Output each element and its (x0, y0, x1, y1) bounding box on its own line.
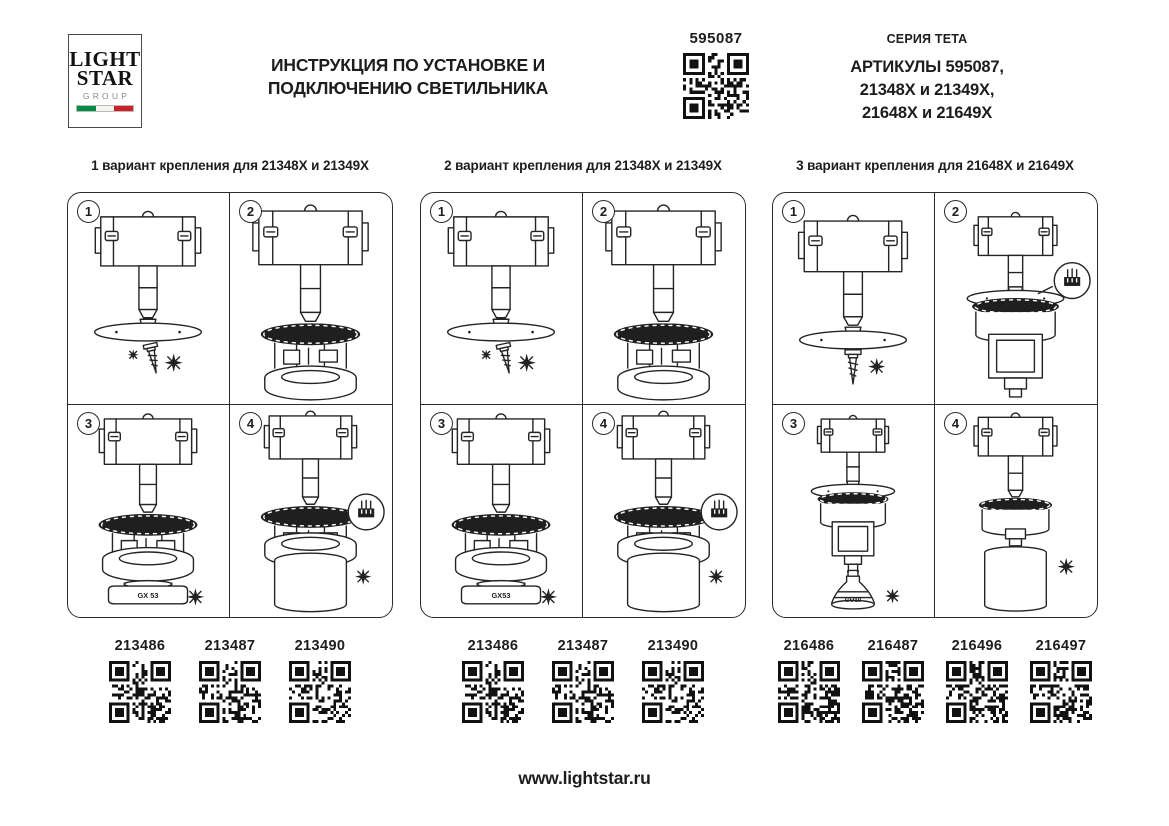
diagram-insert-gu10-lamp (773, 405, 934, 617)
articles-line1: АРТИКУЛЫ 595087, (850, 58, 1004, 76)
diagram-insert-gx53-lamp (421, 405, 582, 617)
product-item (289, 638, 351, 723)
flag-green (77, 106, 96, 111)
diagram-attach-ring (230, 193, 392, 404)
section-heading: 1 вариант крепления для 21348X и 21349X (91, 158, 369, 173)
product-code: 213487 (557, 638, 609, 654)
product-item (642, 638, 704, 723)
step-number: 2 (944, 200, 967, 223)
italian-flag-icon (76, 105, 134, 112)
product-item (552, 638, 614, 723)
diagram-mount-plate-screws (68, 193, 229, 404)
product-code: 213490 (647, 638, 699, 654)
product-item (109, 638, 171, 723)
step-cell (230, 193, 392, 405)
lamp-type-label: GX 53 (137, 590, 159, 600)
product-qr-code (109, 661, 171, 723)
product-qr-code (552, 661, 614, 723)
mount-variant-3-section (772, 158, 1098, 723)
installation-steps-panel (420, 192, 746, 618)
diagram-attach-ring (583, 193, 745, 404)
product-item (946, 638, 1008, 723)
step-cell (421, 193, 583, 405)
step-cell (583, 405, 745, 617)
mount-variant-1-section (67, 158, 393, 723)
product-code: 213490 (294, 638, 346, 654)
lamp-type-label: GX53 (491, 590, 511, 600)
articles-line3: 21648X и 21649X (861, 104, 993, 123)
step-cell (583, 193, 745, 405)
step-number: 2 (239, 200, 262, 223)
step-number: 1 (782, 200, 805, 223)
step-number: 4 (592, 412, 615, 435)
step-number: 3 (430, 412, 453, 435)
step-number: 3 (782, 412, 805, 435)
step-cell (935, 405, 1097, 617)
diagram-mount-plate-screws (421, 193, 582, 404)
logo-word-light: LIGHT (69, 46, 141, 71)
product-list (420, 638, 746, 723)
step-cell (230, 405, 392, 617)
step-cell (68, 405, 230, 617)
product-qr-code (289, 661, 351, 723)
step-number: 2 (592, 200, 615, 223)
product-item (778, 638, 840, 723)
product-code: 213486 (467, 638, 519, 654)
articles-line2: 21348X и 21349X, (859, 81, 995, 100)
page-title-line2: ПОДКЛЮЧЕНИЮ СВЕТИЛЬНИКА (267, 78, 549, 99)
product-code: 213487 (204, 638, 256, 654)
flag-red (114, 106, 133, 111)
step-cell (773, 405, 935, 617)
product-qr-code (778, 661, 840, 723)
product-code: 216486 (783, 638, 835, 654)
product-qr-code (462, 661, 524, 723)
series-block (833, 32, 1021, 125)
series-articles (833, 56, 1021, 125)
diagram-insert-gx53-lamp (68, 405, 229, 617)
step-cell (421, 405, 583, 617)
step-number: 4 (944, 412, 967, 435)
product-item (199, 638, 261, 723)
diagram-attach-shade (230, 405, 392, 617)
lamp-type-label: GU10 (844, 596, 862, 604)
flag-white (96, 106, 115, 111)
product-qr-code (946, 661, 1008, 723)
logo-word-group: GROUP (82, 91, 131, 102)
step-number: 3 (77, 412, 100, 435)
product-qr-code (199, 661, 261, 723)
product-item (462, 638, 524, 723)
logo-word-star: STAR (76, 66, 134, 90)
product-item (1030, 638, 1092, 723)
page-title (238, 54, 578, 100)
product-item (862, 638, 924, 723)
installation-steps-panel (67, 192, 393, 618)
product-code: 216487 (867, 638, 919, 654)
page-title-line1: ИНСТРУКЦИЯ ПО УСТАНОВКЕ И (271, 55, 545, 75)
installation-steps-panel (772, 192, 1098, 618)
diagram-attach-spot-head (935, 193, 1097, 404)
header-article-code: 595087 (689, 30, 743, 47)
diagram-mount-plate-screw (773, 193, 934, 404)
product-list (67, 638, 393, 723)
product-qr-code (1030, 661, 1092, 723)
diagram-attach-cylinder-shade (935, 405, 1097, 617)
lightstar-logo (68, 34, 142, 128)
product-code: 216496 (951, 638, 1003, 654)
diagram-attach-shade (583, 405, 745, 617)
product-qr-code (642, 661, 704, 723)
section-heading: 3 вариант крепления для 21648X и 21649X (796, 158, 1074, 173)
mount-variant-2-section (420, 158, 746, 723)
product-qr-code (862, 661, 924, 723)
footer-url: www.lightstar.ru (518, 768, 651, 788)
product-code: 213486 (114, 638, 166, 654)
step-number: 1 (77, 200, 100, 223)
section-heading: 2 вариант крепления для 21348X и 21349X (444, 158, 722, 173)
header-qr-code (683, 53, 749, 119)
step-number: 4 (239, 412, 262, 435)
step-cell (935, 193, 1097, 405)
product-code: 216497 (1035, 638, 1087, 654)
step-cell (68, 193, 230, 405)
step-cell (773, 193, 935, 405)
product-list (772, 638, 1098, 723)
series-title: СЕРИЯ TETA (886, 32, 968, 46)
step-number: 1 (430, 200, 453, 223)
